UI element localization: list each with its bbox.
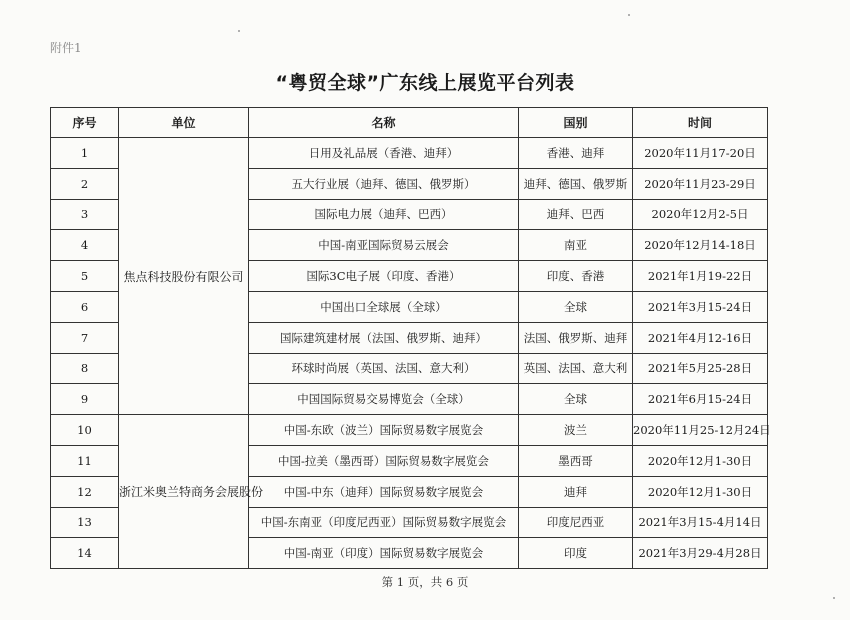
exhibition-name: 国际3C电子展（印度、香港） — [249, 261, 519, 292]
header-unit: 单位 — [119, 108, 249, 138]
time-cell: 2020年12月1-30日 — [633, 476, 768, 507]
time-cell: 2021年3月15-4月14日 — [633, 507, 768, 538]
row-index: 3 — [51, 199, 119, 230]
row-index: 13 — [51, 507, 119, 538]
time-cell: 2020年11月25-12月24日 — [633, 415, 768, 446]
row-index: 12 — [51, 476, 119, 507]
time-cell: 2021年4月12-16日 — [633, 322, 768, 353]
exhibition-name: 日用及礼品展（香港、迪拜） — [249, 138, 519, 169]
country-cell: 迪拜 — [519, 476, 633, 507]
exhibition-name: 国际建筑建材展（法国、俄罗斯、迪拜） — [249, 322, 519, 353]
country-cell: 印度尼西亚 — [519, 507, 633, 538]
row-index: 1 — [51, 138, 119, 169]
table-row — [51, 415, 768, 446]
row-index: 7 — [51, 322, 119, 353]
time-cell: 2021年1月19-22日 — [633, 261, 768, 292]
scan-speck — [238, 30, 240, 32]
time-cell: 2021年3月15-24日 — [633, 291, 768, 322]
country-cell: 迪拜、巴西 — [519, 199, 633, 230]
country-cell: 香港、迪拜 — [519, 138, 633, 169]
row-index: 5 — [51, 261, 119, 292]
exhibition-table — [50, 107, 771, 569]
table-row — [51, 138, 768, 169]
row-index: 11 — [51, 445, 119, 476]
row-index: 2 — [51, 168, 119, 199]
time-cell: 2020年12月1-30日 — [633, 445, 768, 476]
row-index: 8 — [51, 353, 119, 384]
country-cell: 迪拜、德国、俄罗斯 — [519, 168, 633, 199]
exhibition-name: 国际电力展（迪拜、巴西） — [249, 199, 519, 230]
unit-cell: 浙江米奥兰特商务会展股份 — [119, 415, 249, 569]
time-cell: 2020年12月2-5日 — [633, 199, 768, 230]
country-cell: 英国、法国、意大利 — [519, 353, 633, 384]
header-time: 时间 — [633, 108, 768, 138]
time-cell: 2021年5月25-28日 — [633, 353, 768, 384]
row-index: 10 — [51, 415, 119, 446]
exhibition-name: 中国-东欧（波兰）国际贸易数字展览会 — [249, 415, 519, 446]
header-index: 序号 — [51, 108, 119, 138]
exhibition-name: 中国-南亚（印度）国际贸易数字展览会 — [249, 538, 519, 569]
scan-speck — [833, 597, 835, 599]
time-cell: 2020年12月14-18日 — [633, 230, 768, 261]
time-cell: 2021年6月15-24日 — [633, 384, 768, 415]
page-footer: 第 1 页，共 6 页 — [381, 575, 469, 589]
country-cell: 南亚 — [519, 230, 633, 261]
exhibition-name: 中国国际贸易交易博览会（全球） — [249, 384, 519, 415]
time-cell: 2020年11月17-20日 — [633, 138, 768, 169]
exhibition-name: 五大行业展（迪拜、德国、俄罗斯） — [249, 168, 519, 199]
row-index: 14 — [51, 538, 119, 569]
exhibition-name: 中国-东南亚（印度尼西亚）国际贸易数字展览会 — [249, 507, 519, 538]
exhibition-name: 中国-南亚国际贸易云展会 — [249, 230, 519, 261]
header-country: 国别 — [519, 108, 633, 138]
page-title: “粤贸全球”广东线上展览平台列表 — [275, 72, 575, 94]
country-cell: 印度、香港 — [519, 261, 633, 292]
row-index: 9 — [51, 384, 119, 415]
header-name: 名称 — [249, 108, 519, 138]
country-cell: 全球 — [519, 291, 633, 322]
table-body — [51, 138, 771, 569]
exhibition-name: 中国-拉美（墨西哥）国际贸易数字展览会 — [249, 445, 519, 476]
country-cell: 全球 — [519, 384, 633, 415]
table-header-row — [51, 108, 768, 138]
time-cell: 2020年11月23-29日 — [633, 168, 768, 199]
attachment-label: 附件1 — [50, 41, 82, 55]
country-cell: 印度 — [519, 538, 633, 569]
exhibition-name: 环球时尚展（英国、法国、意大利） — [249, 353, 519, 384]
country-cell: 墨西哥 — [519, 445, 633, 476]
time-cell: 2021年3月29-4月28日 — [633, 538, 768, 569]
row-index: 6 — [51, 291, 119, 322]
unit-cell: 焦点科技股份有限公司 — [119, 138, 249, 415]
scan-speck — [628, 14, 630, 16]
row-index: 4 — [51, 230, 119, 261]
country-cell: 法国、俄罗斯、迪拜 — [519, 322, 633, 353]
country-cell: 波兰 — [519, 415, 633, 446]
exhibition-name: 中国-中东（迪拜）国际贸易数字展览会 — [249, 476, 519, 507]
exhibition-name: 中国出口全球展（全球） — [249, 291, 519, 322]
